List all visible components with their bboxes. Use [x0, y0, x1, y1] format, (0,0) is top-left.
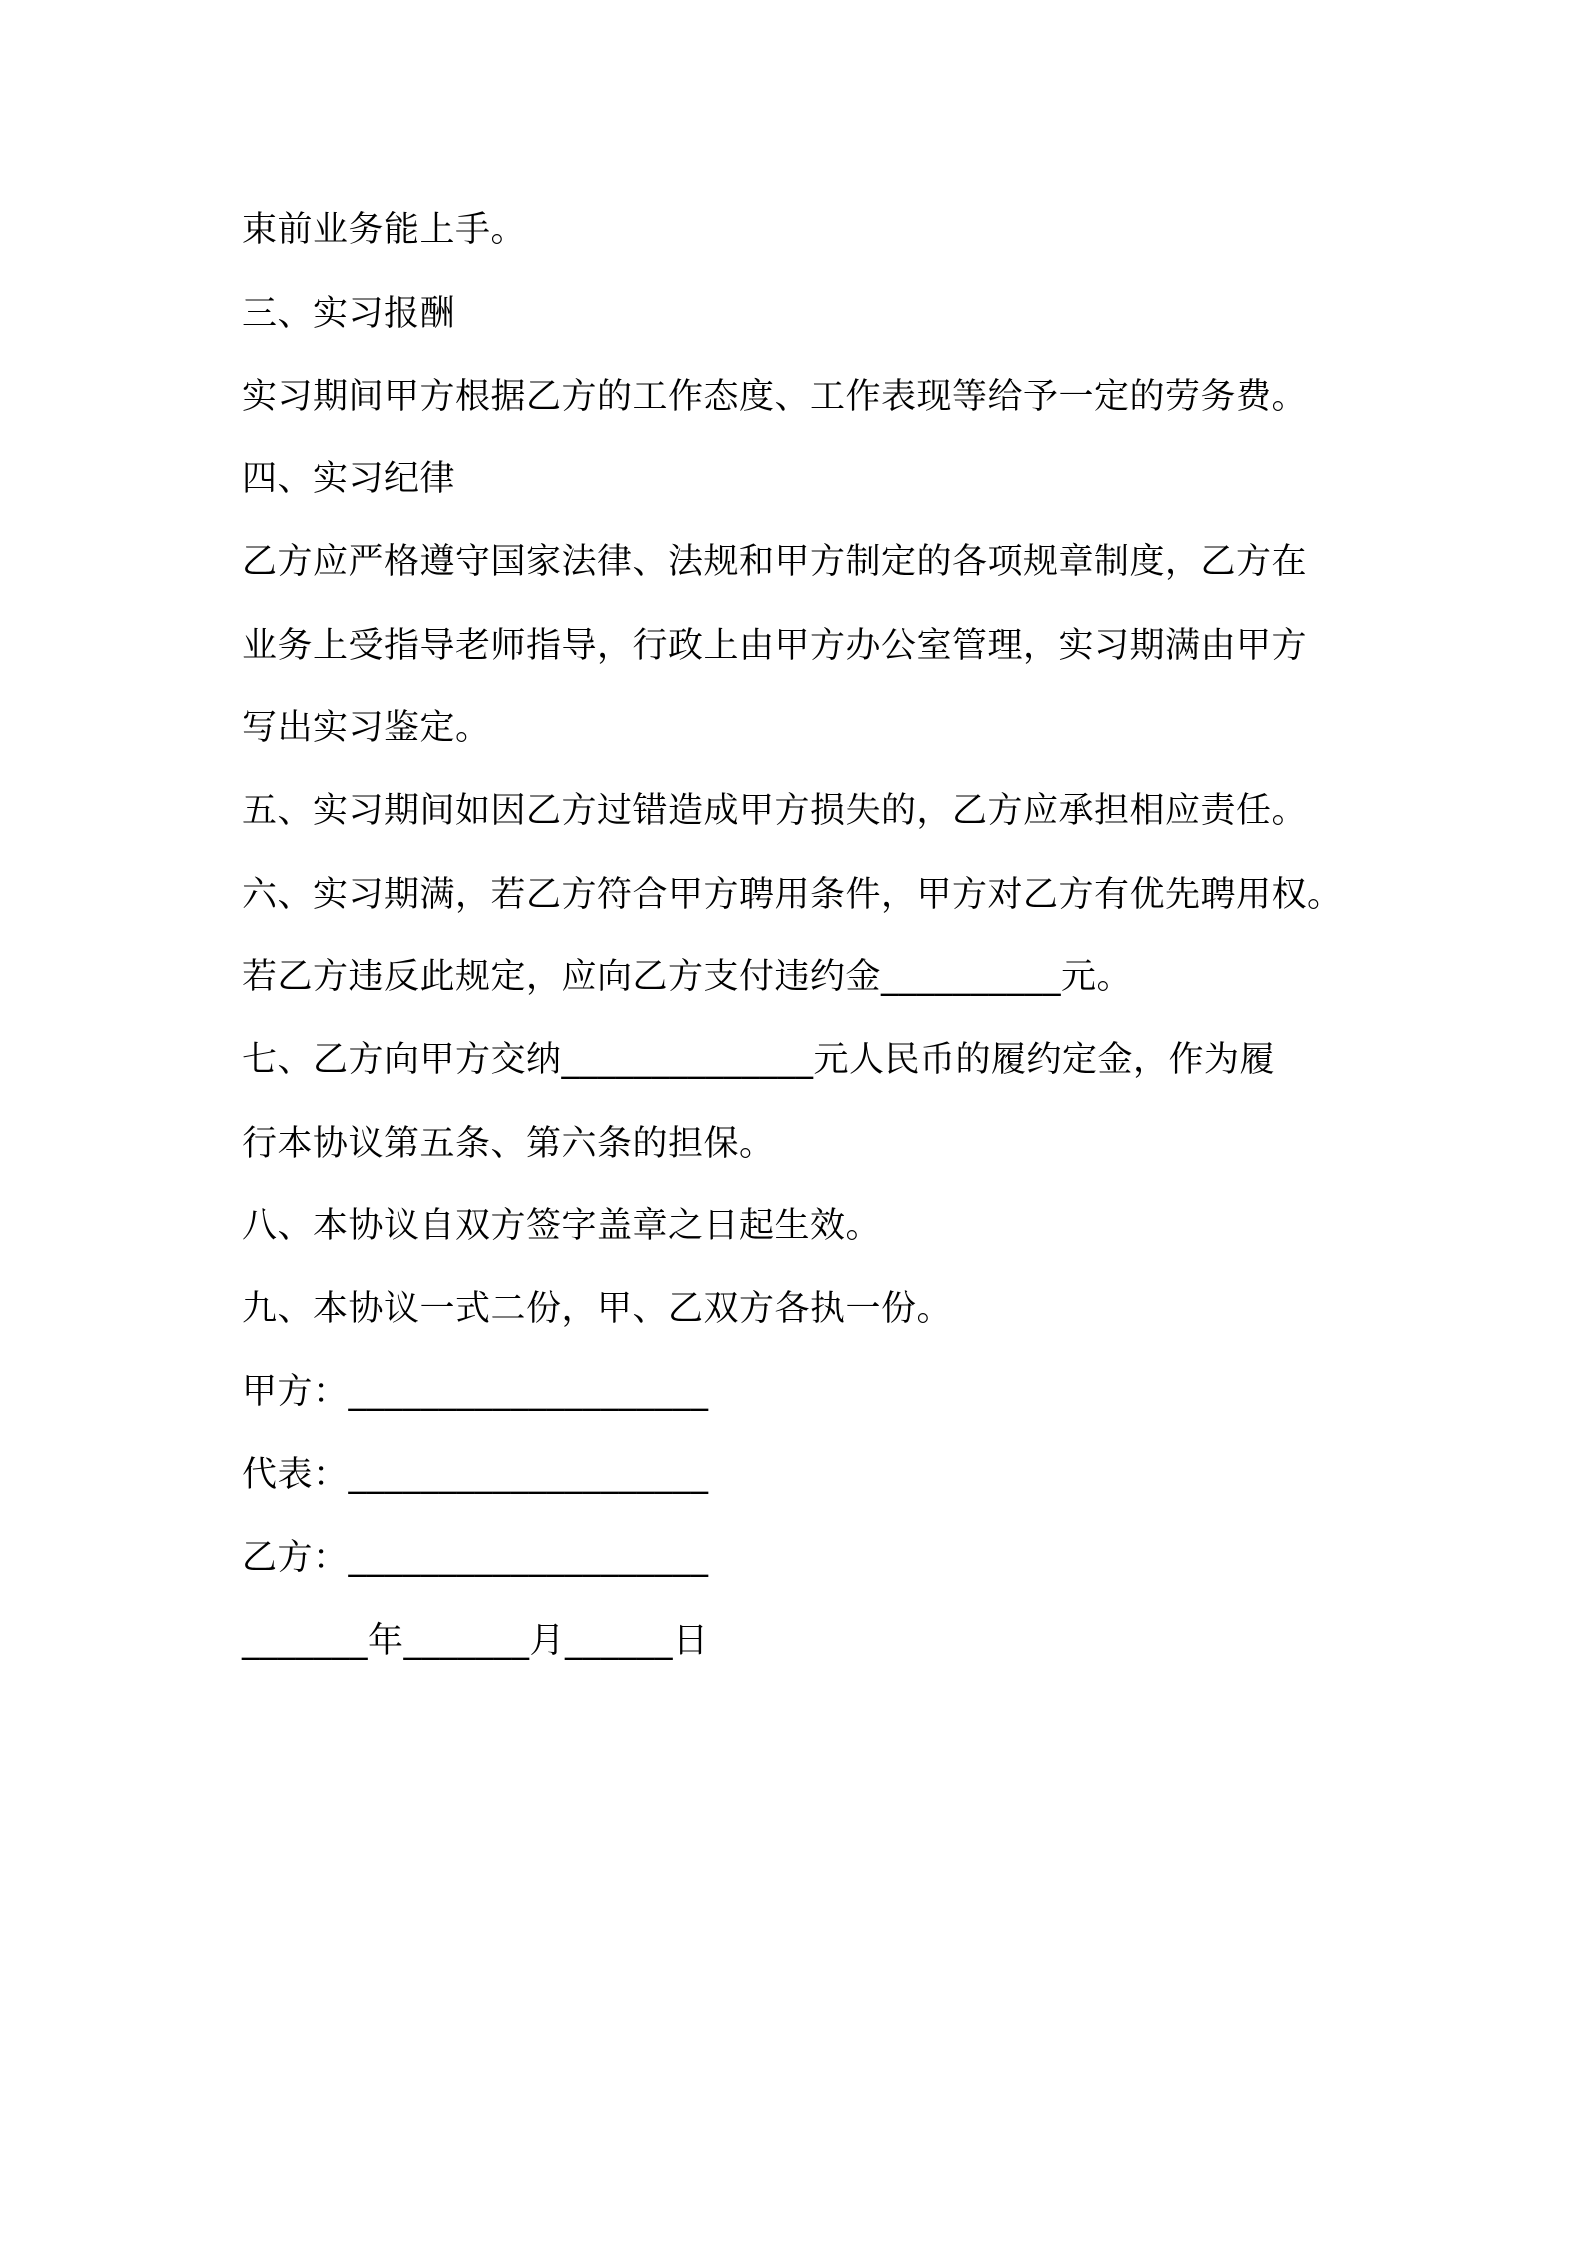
date-line: _______年_______月______日 — [242, 1621, 709, 1661]
text-line: 写出实习鉴定。 — [242, 708, 491, 748]
signature-line-representative: 代表：____________________ — [242, 1455, 709, 1495]
text-line: 五、实习期间如因乙方过错造成甲方损失的，乙方应承担相应责任。 — [242, 791, 1308, 831]
text-line: 若乙方违反此规定，应向乙方支付违约金__________元。 — [242, 957, 1133, 997]
text-line: 业务上受指导老师指导，行政上由甲方办公室管理，实习期满由甲方 — [242, 626, 1308, 666]
text-line: 实习期间甲方根据乙方的工作态度、工作表现等给予一定的劳务费。 — [242, 377, 1308, 417]
text-line: 九、本协议一式二份，甲、乙双方各执一份。 — [242, 1289, 953, 1329]
section-heading: 四、实习纪律 — [242, 459, 456, 499]
text-line: 六、实习期满，若乙方符合甲方聘用条件，甲方对乙方有优先聘用权。 — [242, 875, 1343, 915]
signature-line-party-b: 乙方：____________________ — [242, 1538, 709, 1578]
text-line: 七、乙方向甲方交纳______________元人民币的履约定金，作为履 — [242, 1040, 1276, 1080]
text-line: 束前业务能上手。 — [242, 210, 527, 250]
text-line: 行本协议第五条、第六条的担保。 — [242, 1124, 775, 1164]
text-line: 乙方应严格遵守国家法律、法规和甲方制定的各项规章制度，乙方在 — [242, 542, 1308, 582]
section-heading: 三、实习报酬 — [242, 294, 456, 334]
text-line: 八、本协议自双方签字盖章之日起生效。 — [242, 1206, 882, 1246]
signature-line-party-a: 甲方：____________________ — [242, 1372, 709, 1412]
